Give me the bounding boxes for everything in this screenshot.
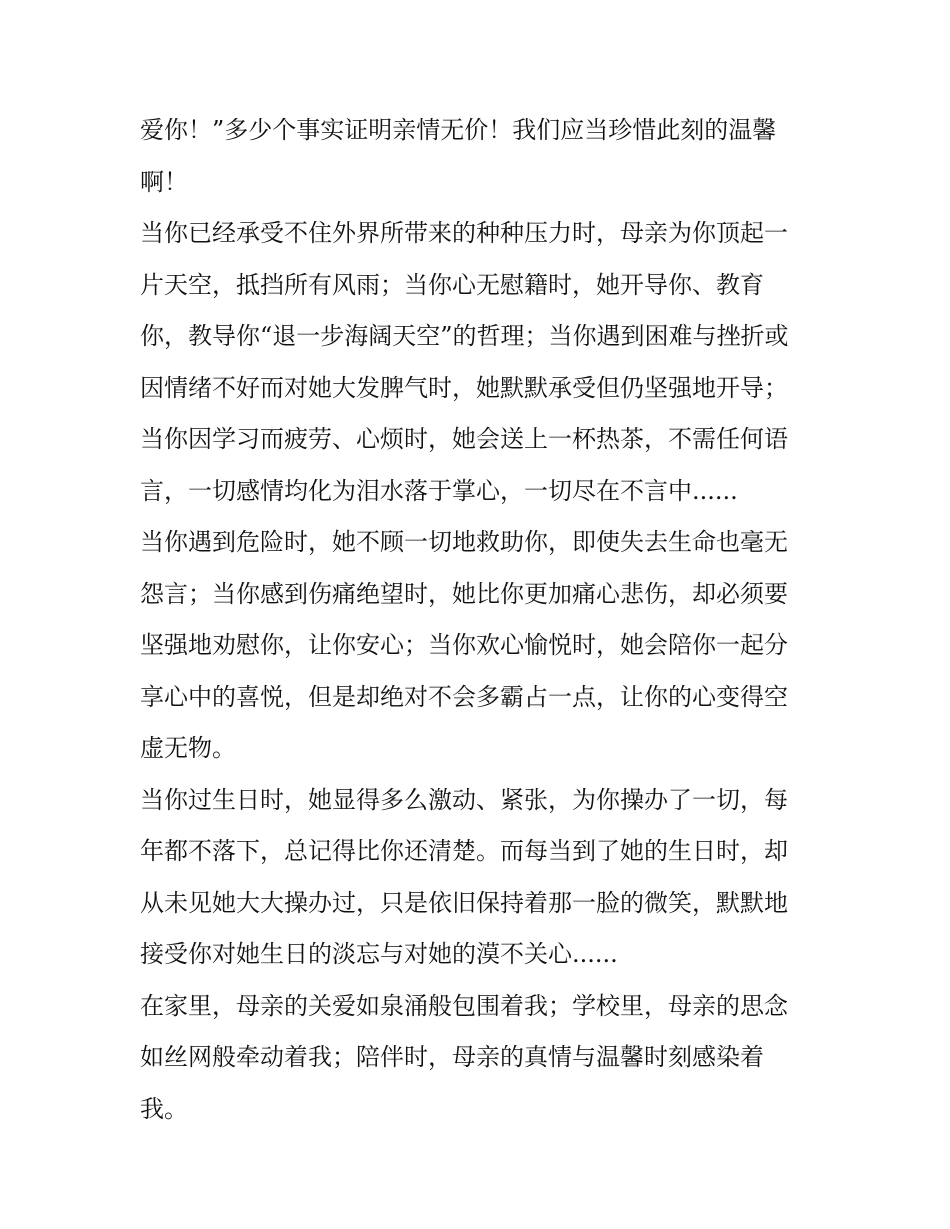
text-line: 享心中的喜悦，但是却绝对不会多霸占一点，让你的心变得空 <box>140 682 788 711</box>
text-line: 接受你对她生日的淡忘与对她的漠不关心...... <box>140 940 618 968</box>
paragraph-4 <box>140 775 820 981</box>
text-line: 言，一切感情均化为泪水落于掌心，一切尽在不言中...... <box>140 476 738 505</box>
text-line: 如丝网般牵动着我；陪伴时，母亲的真情与温馨时刻感染着 <box>140 1043 764 1071</box>
text-line: 当你因学习而疲劳、心烦时，她会送上一杯热茶，不需任何语 <box>140 425 788 453</box>
paragraph-5 <box>140 981 820 1136</box>
text-line: 啊！ <box>140 167 188 196</box>
text-line: 片天空，抵挡所有风雨；当你心无慰籍时，她开导你、教育 <box>140 270 764 299</box>
text-line: 怨言；当你感到伤痛绝望时，她比你更加痛心悲伤，却必须要 <box>140 579 788 608</box>
text-line: 虚无物。 <box>140 734 236 762</box>
text-line: 因情绪不好而对她大发脾气时，她默默承受但仍坚强地开导； <box>140 373 788 402</box>
document-body <box>140 105 820 1135</box>
paragraph-1 <box>140 105 820 208</box>
text-line: 爱你！”多少个事实证明亲情无价！我们应当珍惜此刻的温馨 <box>140 116 777 144</box>
text-line: 年都不落下，总记得比你还清楚。而每当到了她的生日时，却 <box>140 837 788 865</box>
text-line: 当你已经承受不住外界所带来的种种压力时，母亲为你顶起一 <box>140 219 788 247</box>
text-line: 我。 <box>140 1094 188 1123</box>
paragraph-2 <box>140 208 820 517</box>
text-line: 当你过生日时，她显得多么激动、紧张，为你操办了一切，每 <box>140 785 788 814</box>
text-line: 坚强地劝慰你，让你安心；当你欢心愉悦时，她会陪你一起分 <box>140 631 788 659</box>
paragraph-3 <box>140 517 820 775</box>
text-line: 在家里，母亲的关爱如泉涌般包围着我；学校里，母亲的思念 <box>140 991 788 1020</box>
text-line: 当你遇到危险时，她不顾一切地救助你，即使失去生命也毫无 <box>140 528 788 556</box>
text-line: 从未见她大大操办过，只是依旧保持着那一脸的微笑，默默地 <box>140 888 788 917</box>
text-line: 你，教导你“退一步海阔天空”的哲理；当你遇到困难与挫折或 <box>140 322 789 350</box>
